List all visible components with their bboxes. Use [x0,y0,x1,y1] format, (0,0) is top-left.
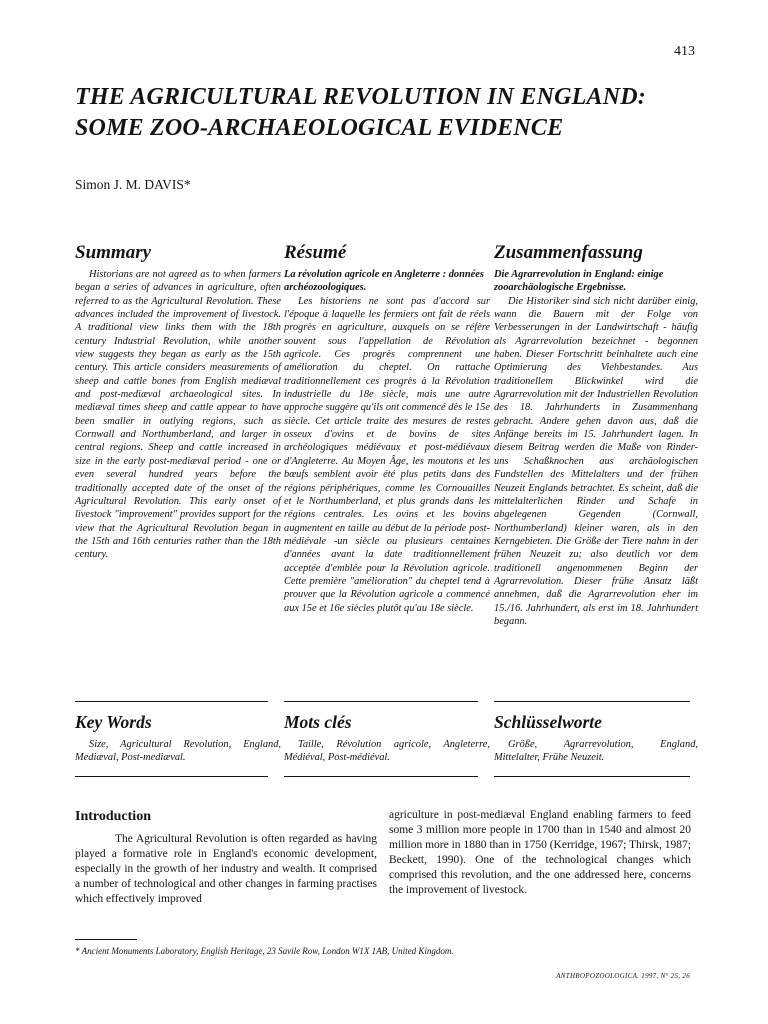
section-divider-en [75,701,268,702]
author: Simon J. M. DAVIS* [75,177,191,192]
resume-subtitle: La révolution agricole en Angleterre : données archéozoologiques. [284,269,484,294]
resume-heading: Résumé [284,242,347,263]
title-line-1: THE AGRICULTURAL REVOLUTION IN ENGLAND: [75,84,646,110]
introduction-heading: Introduction [75,809,151,824]
introduction-text-right: agriculture in post-mediæval England enabling farmers to feed some 3 million more people in 1700 than in 1540 and almost 20 million more in 1880 than in 1750 (Kerridge, 1967; Thirsk, 1987; Beckett, 1990). One of the technological changes which comprised this revolution, and the one addressed here, concerns the improvement of livestock. [389,809,691,897]
summary-text: Historians are not agreed as to when farmers began a series of advances in agriculture, often referred to as the Agricultural Revolution. These advances included the improvement of livestock. A traditional view links them with the 18th century Industrial Revolution, while another view suggests they began as early as the 15th century. This article considers measurements of sheep and cattle bones from English mediæval and post-mediæval archaeological sites. In mediæval times sheep and cattle appear to have been smaller in outlying regions, such as Cornwall and Northumberland, and larger in central regions. Sheep and cattle increased in size in the early post-mediæval period - one or even several hundred years before the traditionally accepted date of the onset of the Agricultural Revolution. This early onset of livestock "improvement" provides support for the view that the Agricultural Revolution began in the 15th and 16th centuries rather than the 18th century. [75,269,281,561]
keywords-de-text: Größe, Agrarrevolution, England, Mittelalter, Frühe Neuzeit. [494,739,698,764]
keywords-en [75,712,281,765]
keywords-fr-heading: Mots clés [284,712,352,732]
section-divider-fr [284,701,478,702]
keywords-de-heading: Schlüsselworte [494,712,602,732]
article-title [75,82,695,144]
summary-column [75,243,281,562]
zusammenfassung-heading: Zusammenfassung [494,242,643,263]
keywords-divider-de [494,776,690,777]
introduction-text-left: The Agricultural Revolution is often regarded as having played a formative role in England's economic development, especially in the growth of her industry and wealth. It comprised a number of technological and other changes in farming practises which effectively improved [75,833,377,906]
title-line-2: SOME ZOO-ARCHAEOLOGICAL EVIDENCE [75,115,564,141]
keywords-divider-en [75,776,268,777]
section-divider-de [494,701,690,702]
resume-column [284,243,490,615]
zusammenfassung-column [494,243,698,628]
keywords-en-text: Size, Agricultural Revolution, England, Mediæval, Post-mediæval. [75,739,281,764]
zusammenfassung-subtitle: Die Agrarrevolution in England: einige zooarchäologische Ergebnisse. [494,269,664,294]
keywords-fr-text: Taille, Révolution agricole, Angleterre, Médiéval, Post-médiéval. [284,739,490,764]
footnote: * Ancient Monuments Laboratory, English Heritage, 23 Savile Row, London W1X 1AB, United Kingdom. [75,946,454,956]
journal-citation: ANTHROPOZOOLOGICA. 1997, N° 25, 26 [556,972,690,980]
introduction-right-column [389,808,691,899]
introduction-left-column [75,808,377,907]
keywords-fr [284,712,490,765]
page-number: 413 [674,44,695,59]
keywords-divider-fr [284,776,478,777]
keywords-de [494,712,698,765]
keywords-en-heading: Key Words [75,712,152,732]
zusammenfassung-text: Die Historiker sind sich nicht darüber einig, wann die Bauern mit der Folge von Verbesserungen in der Landwirtschaft - häufig als Agrarrevolution bezeichnet - begonnen haben. Dieser Fortschritt beinhaltete auch eine Optimierung des Viehbestandes. Aus traditionellem Blickwinkel wird die Agrarrevolution mit der Industriellen Revolution des 18. Jahrhunderts in Zusammenhang gebracht. Andere gehen davon aus, daß die Anfänge bereits im 15. Jahrhundert lagen. In diesem Beitrag werden die Maße von Rinder- uns Schaßknochen aus archäologischen Fundstellen des Mittelalters und der frühen Neuzeit Englands betrachtet. Es scheint, daß die mittelalterlichen Rinder und Schafe in abgelegenen Gegenden (Cornwall, Northumberland) kleiner waren, als in den Kerngebieten. Die Größe der Tiere nahm in der frühen Neuzeit zu; also deutlich vor dem traditionell angenommenen Beginn der Agrarrevolution. Dieser frühe Ansatz läßt annehmen, daß die Agrarrevolution eher im 15./16. Jahrhundert, als erst im 18. Jahrhundert begann. [494,295,698,627]
resume-text: Les historiens ne sont pas d'accord sur l'époque à laquelle les fermiers ont fait de réels progrès en agriculture, auxquels on se réfère souvent sous l'appellation de Révolution agricole. Ces progrès comprennent une amélioration du cheptel. On rattache traditionnellement ces progrès à la Révolution industrielle du 18e siècle, mais une autre approche suggère qu'ils ont commencé dès le 15e siècle. Cet article traite des mesures de restes osseux d'ovins et de bovins de sites archéologiques médiévaux et post-médiévaux d'Angleterre. Au Moyen Âge, les moutons et les bœufs semblent avoir été plus petits dans des régions périphériques, comme les Cornouailles et le Northumberland, et plus grands dans les régions centrales. Les ovins et les bovins augmentent en taille au début de la période post-médiévale -un siècle ou plusieurs centaines d'années avant la date traditionnellement acceptée d'emblée pour la Révolution agricole. Cette première "amélioration" du cheptel tend à prouver que la Révolution agricole a commencé aux 15e et 16e siècles plutôt qu'au 18e siècle. [284,295,490,614]
footnote-rule [75,939,137,940]
summary-heading: Summary [75,242,152,263]
